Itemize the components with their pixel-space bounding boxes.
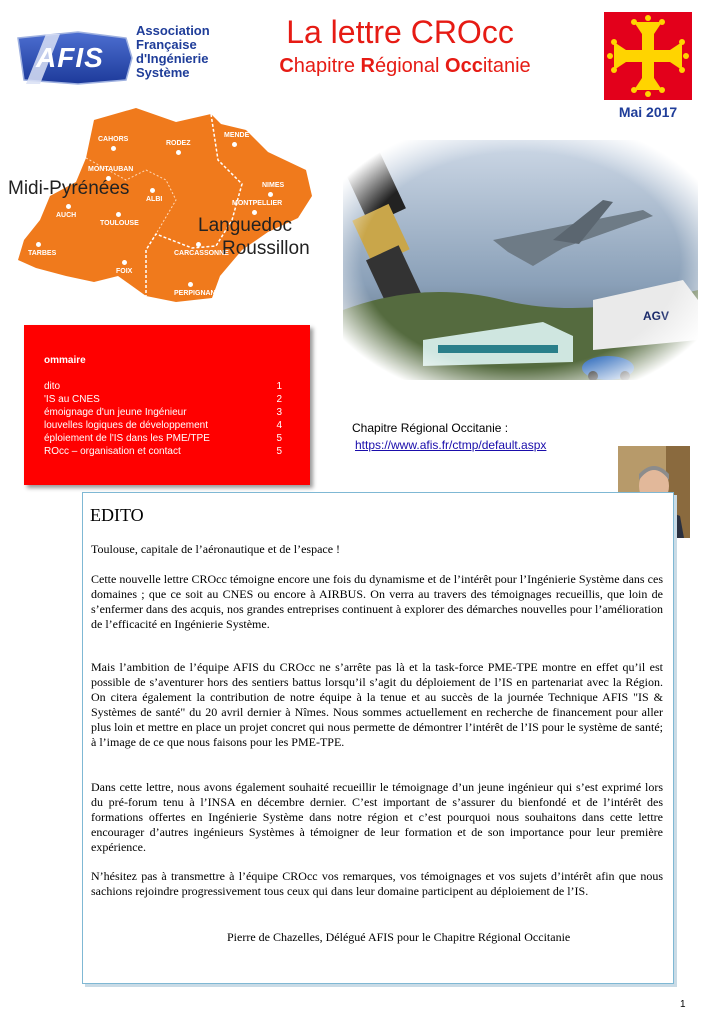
city-label: MONTPELLIER <box>232 200 283 207</box>
edito-paragraph: Cette nouvelle lettre CROcc témoigne encore une fois du dynamisme et de l’intérêt pour l’Ingénierie Système dans ces domaines ; que ce soit au CNES ou encore à AIRBUS. On verra au travers des témoignages recueillis, que loin de s’enfermer dans des acquis, nos grandes entreprises continuent à explorer des démarches nouvelles pour l’amélioration de l’efficacité en Ingénierie Système. <box>91 572 663 631</box>
occitan-cross-flag <box>604 12 692 100</box>
afis-association-name <box>136 24 246 80</box>
city-dot <box>188 282 193 287</box>
city-label: FOIX <box>116 268 133 275</box>
edito-paragraph: Mais l’ambition de l’équipe AFIS du CROcc ne s’arrête pas là et la task-force PME-TPE montre en effet qu’il est possible de s’aventurer hors des sentiers battus lorsqu’il s’agit du déploiement de l’IS en partenariat avec la Région. On citera également la contribution de notre équipe à la tenue et au succès de la journée Technique AFIS "IS & Systèmes de santé" du 20 avril dernier à Nîmes. Nous sommes actuellement en recherche de financement pour aller plus loin et mettre en place un projet concret qui nous permette de démontrer l’intérêt de l’IS pour le système de santé; à l’image de ce que nous faisons pour les PME-TPE. <box>91 660 663 749</box>
toc-item[interactable] <box>44 407 306 420</box>
region-label-roussillon: Roussillon <box>222 238 310 259</box>
toc-title: ommaire <box>44 355 86 366</box>
city-dot <box>268 192 273 197</box>
toc-item-label: dito <box>44 381 61 392</box>
city-label: MONTAUBAN <box>88 166 134 173</box>
page-number: 1 <box>680 999 686 1010</box>
chapitre-link-label: Chapitre Régional Occitanie : <box>352 421 509 435</box>
city-label: AUCH <box>56 212 77 219</box>
city-dot <box>122 260 127 265</box>
toc-item-label: louvelles logiques de développement <box>44 420 209 431</box>
city-dot <box>232 142 237 147</box>
city-label: ALBI <box>146 196 163 203</box>
city-label: CARCASSONNE <box>174 250 229 257</box>
city-dot <box>196 242 201 247</box>
subtitle-part: itanie <box>482 55 531 77</box>
issue-date: Mai 2017 <box>618 104 678 120</box>
city-label: NIMES <box>262 182 285 189</box>
city-label: PERPIGNAN <box>174 290 216 297</box>
city-dot <box>66 204 71 209</box>
occitanie-map <box>6 100 326 306</box>
toc-item[interactable] <box>44 420 306 433</box>
toc-item-page: 5 <box>276 433 282 444</box>
edito-paragraph: Dans cette lettre, nous avons également souhaité recueillir le témoignage d’un jeune ingénieur qui s’est exprimé lors du pré-forum tenu à l’INSA en décembre dernier. C’est important de s’assurer du bienfondé et de l’intérêt des formations offertes en Ingénierie Système dans notre région et c’est pourquoi nous souhaitons dans cette lettre encourager d’autres ingénieurs Systèmes à témoigner de leur formation et de son importance pour leur première expérience. <box>91 780 663 854</box>
assoc-line: d'Ingénierie <box>136 51 209 66</box>
toc-item-page: 2 <box>276 394 282 405</box>
page-title: La lettre CROcc <box>286 14 514 50</box>
assoc-line: Française <box>136 37 197 52</box>
toc-item-label: éploiement de l'IS dans les PME/TPE <box>44 433 210 444</box>
edito-paragraph: N’hésitez pas à transmettre à l’équipe CROcc vos remarques, vos témoignages et vos sujets d’intérêt afin que nous sachions rejoindre progressivement tous ceux qui dans leur domaine participent au déploiement de l’IS. <box>91 869 663 898</box>
afis-badge-text: AFIS <box>36 42 104 73</box>
edito-paragraph: Toulouse, capitale de l’aéronautique et de l’espace ! <box>91 542 341 556</box>
toc-item-page: 4 <box>276 420 282 431</box>
city-dot <box>176 150 181 155</box>
collage-illustration <box>343 140 698 380</box>
toc-item[interactable] <box>44 381 306 394</box>
toc-item[interactable] <box>44 394 306 407</box>
aerospace-collage-image <box>343 140 698 380</box>
toc-item-page: 5 <box>276 446 282 457</box>
city-label: TARBES <box>28 250 57 257</box>
subtitle-initial: Occ <box>445 55 483 77</box>
toc-item[interactable] <box>44 433 306 446</box>
subtitle-initial: C <box>279 55 294 77</box>
city-label: RODEZ <box>166 140 191 147</box>
edito-title: EDITO <box>90 505 144 525</box>
assoc-line: Système <box>136 65 190 80</box>
city-label: CAHORS <box>98 136 129 143</box>
chapitre-website-link[interactable]: https://www.afis.fr/ctmp/default.aspx <box>355 438 547 452</box>
page-subtitle <box>255 55 555 78</box>
toc-item-page: 3 <box>276 407 282 418</box>
table-of-contents <box>24 325 310 485</box>
region-label-midi-pyrenees: Midi-Pyrénées <box>8 178 130 199</box>
region-label-languedoc: Languedoc <box>198 215 293 236</box>
edito-signature: Pierre de Chazelles, Délégué AFIS pour le Chapitre Régional Occitanie <box>227 930 571 944</box>
city-label: MENDE <box>224 132 250 139</box>
city-dot <box>150 188 155 193</box>
subtitle-initial: R <box>360 55 375 77</box>
subtitle-part: égional <box>374 55 446 77</box>
city-dot <box>36 242 41 247</box>
assoc-line: Association <box>136 23 210 38</box>
toc-item-label: émoignage d'un jeune Ingénieur <box>44 407 187 418</box>
city-label: TOULOUSE <box>100 220 139 227</box>
city-dot <box>116 212 121 217</box>
toc-item[interactable] <box>44 446 306 459</box>
afis-logo <box>16 20 236 90</box>
toc-item-label: 'IS au CNES <box>44 394 100 405</box>
city-dot <box>111 146 116 151</box>
subtitle-part: hapitre <box>293 55 361 77</box>
toc-item-page: 1 <box>276 381 282 392</box>
toc-item-label: ROcc – organisation et contact <box>44 446 181 457</box>
